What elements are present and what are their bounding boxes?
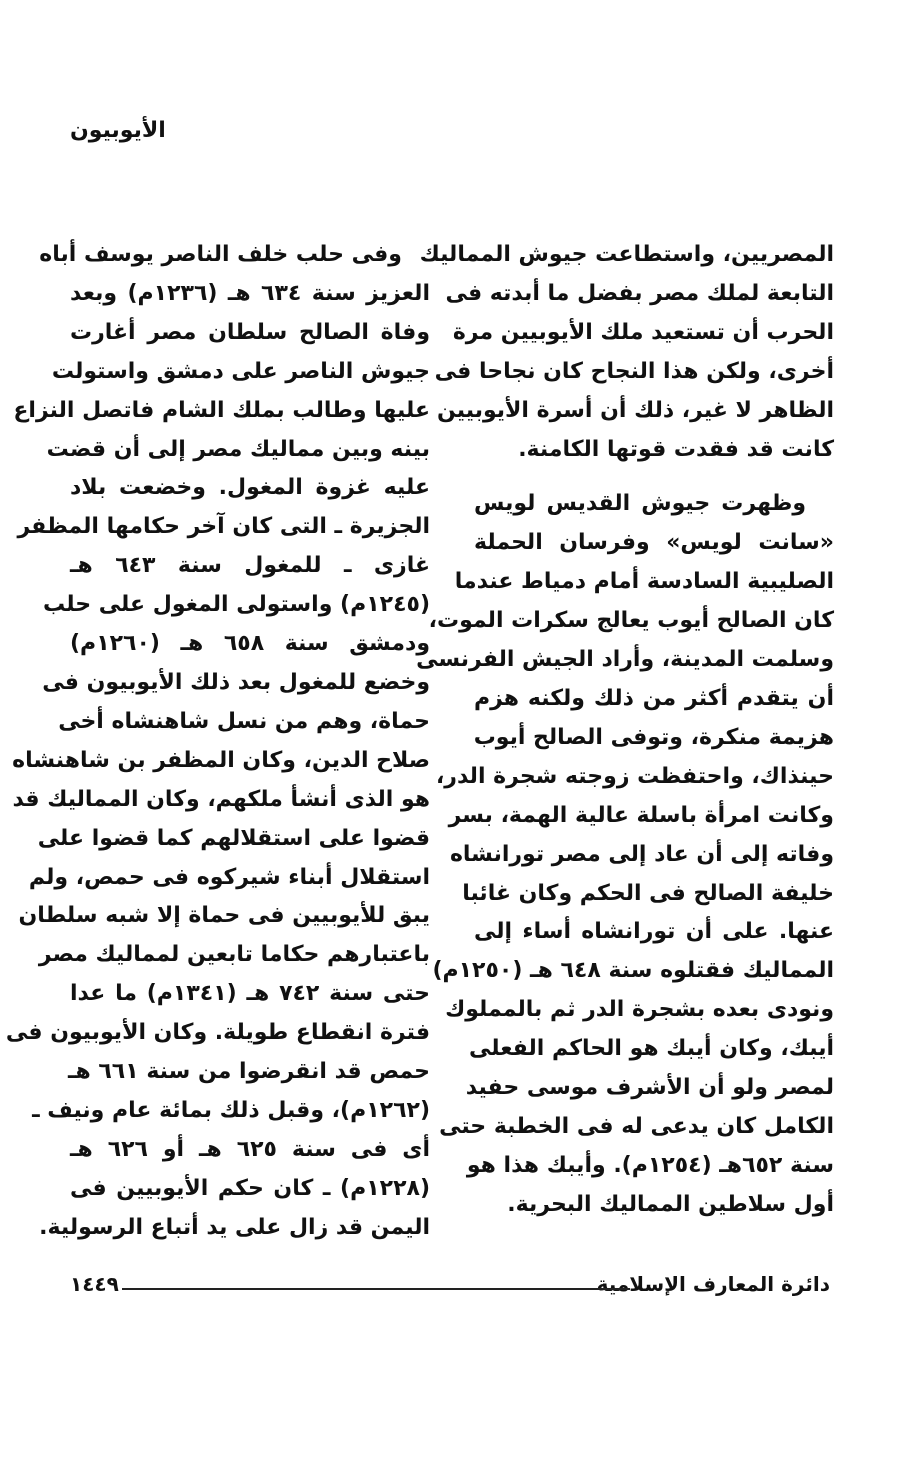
text-line: غازى ـ للمغول سنة ٦٤٣ هـ: [70, 553, 430, 579]
text-line: حتى سنة ٧٤٢ هـ (١٣٤١م) ما عدا: [70, 981, 430, 1007]
text-line: لمصر ولو أن الأشرف موسى حفيد: [465, 1075, 834, 1101]
text-line: «سانت لويس» وفرسان الحملة: [474, 530, 834, 556]
page-number: ١٤٤٩: [70, 1272, 119, 1296]
paragraph: [419, 236, 834, 469]
text-line: كانت قد فقدت قوتها الكامنة.: [518, 436, 834, 462]
text-line: وفاة الصالح سلطان مصر أغارت: [70, 319, 430, 345]
text-line: الحرب أن تستعيد ملك الأيوبيين مرة: [452, 319, 834, 345]
text-line: العزيز سنة ٦٣٤ هـ (١٢٣٦م) وبعد: [70, 280, 430, 306]
text-line: (١٢٦٢م)، وقبل ذلك بمائة عام ونيف ـ: [32, 1097, 430, 1123]
text-line: الجزيرة ـ التى كان آخر حكامها المظفر: [17, 514, 430, 540]
text-line: الكامل كان يدعى له فى الخطبة حتى: [439, 1113, 834, 1139]
text-line: هو الذى أنشأ ملكهم، وكان المماليك قد: [12, 786, 430, 812]
text-line: أول سلاطين المماليك البحرية.: [507, 1191, 834, 1217]
text-line: قضوا على استقلالهم كما قضوا على: [37, 825, 430, 851]
text-line: ونودى بعده بشجرة الدر ثم بالمملوك: [445, 997, 834, 1023]
text-line: التابعة لملك مصر بفضل ما أبدته فى: [445, 280, 834, 306]
text-line: كان الصالح أيوب يعالج سكرات الموت،: [428, 608, 834, 634]
page-footer: [70, 1272, 830, 1308]
text-line: بينه وبين مماليك مصر إلى أن قضت: [46, 436, 430, 462]
text-line: المماليك فقتلوه سنة ٦٤٨ هـ (١٢٥٠م): [432, 958, 834, 984]
text-line: (١٢٢٨م) ـ كان حكم الأيوبيين فى: [70, 1175, 430, 1201]
text-line: باعتبارهم حكاما تابعين لمماليك مصر: [38, 942, 430, 968]
text-line: يبق للأيوبيين فى حماة إلا شبه سلطان: [18, 903, 430, 929]
text-line: استقلال أبناء شيركوه فى حمص، ولم: [28, 864, 430, 890]
text-line: أن يتقدم أكثر من ذلك ولكنه هزم: [474, 685, 834, 711]
text-line: ودمشق سنة ٦٥٨ هـ (١٢٦٠م): [70, 631, 430, 657]
footer-rule: [122, 1288, 630, 1290]
running-header: الأيوبيون: [70, 118, 166, 143]
text-line: عليها وطالب بملك الشام فاتصل النزاع: [13, 397, 430, 423]
text-line: خليفة الصالح فى الحكم وكان غائبا: [462, 880, 834, 906]
publication-title: دائرة المعارف الإسلامية: [596, 1272, 830, 1296]
text-line: حماة، وهم من نسل شاهنشاه أخى: [58, 708, 430, 734]
right-column: [416, 236, 834, 1225]
text-line: المصريين، واستطاعت جيوش المماليك: [419, 242, 834, 267]
text-line: أى فى سنة ٦٢٥ هـ أو ٦٢٦ هـ: [70, 1136, 431, 1162]
text-line: وفى حلب خلف الناصر يوسف أباه: [39, 242, 402, 267]
paragraph-gap: [474, 469, 834, 485]
text-line: هزيمة منكرة، وتوفى الصالح أيوب: [473, 724, 834, 750]
text-line: عنها. على أن تورانشاه أساء إلى: [474, 919, 834, 945]
paragraph: [5, 236, 431, 1248]
text-line: وظهرت جيوش القديس لويس: [474, 491, 806, 517]
text-line: عليه غزوة المغول. وخضعت بلاد: [70, 475, 430, 501]
text-line: حمص قد انقرضوا من سنة ٦٦١ هـ: [67, 1059, 430, 1085]
text-line: سنة ٦٥٢هـ (١٢٥٤م). وأيبك هذا هو: [466, 1152, 834, 1178]
text-line: وسلمت المدينة، وأراد الجيش الفرنسى: [416, 647, 834, 673]
text-line: أيبك، وكان أيبك هو الحاكم الفعلى: [469, 1036, 834, 1062]
text-line: وكانت امرأة باسلة عالية الهمة، بسر: [448, 802, 834, 828]
text-line: فترة انقطاع طويلة. وكان الأيوبيون فى: [5, 1020, 430, 1046]
text-line: اليمن قد زال على يد أتباع الرسولية.: [39, 1214, 430, 1240]
text-line: (١٢٤٥م) واستولى المغول على حلب: [43, 592, 430, 618]
text-line: أخرى، ولكن هذا النجاح كان نجاحا فى: [434, 358, 834, 384]
text-line: وخضع للمغول بعد ذلك الأيوبيون فى: [42, 669, 430, 695]
text-line: الظاهر لا غير، ذلك أن أسرة الأيوبيين: [436, 397, 834, 423]
text-line: وفاته إلى أن عاد إلى مصر تورانشاه: [449, 841, 834, 867]
text-line: الصليبية السادسة أمام دمياط عندما: [454, 569, 834, 595]
text-line: صلاح الدين، وكان المظفر بن شاهنشاه: [12, 747, 430, 773]
paragraph: [416, 485, 834, 1224]
left-column: [5, 236, 431, 1248]
text-line: حينذاك، واحتفظت زوجته شجرة الدر،: [435, 763, 834, 789]
text-line: جيوش الناصر على دمشق واستولت: [51, 358, 430, 384]
